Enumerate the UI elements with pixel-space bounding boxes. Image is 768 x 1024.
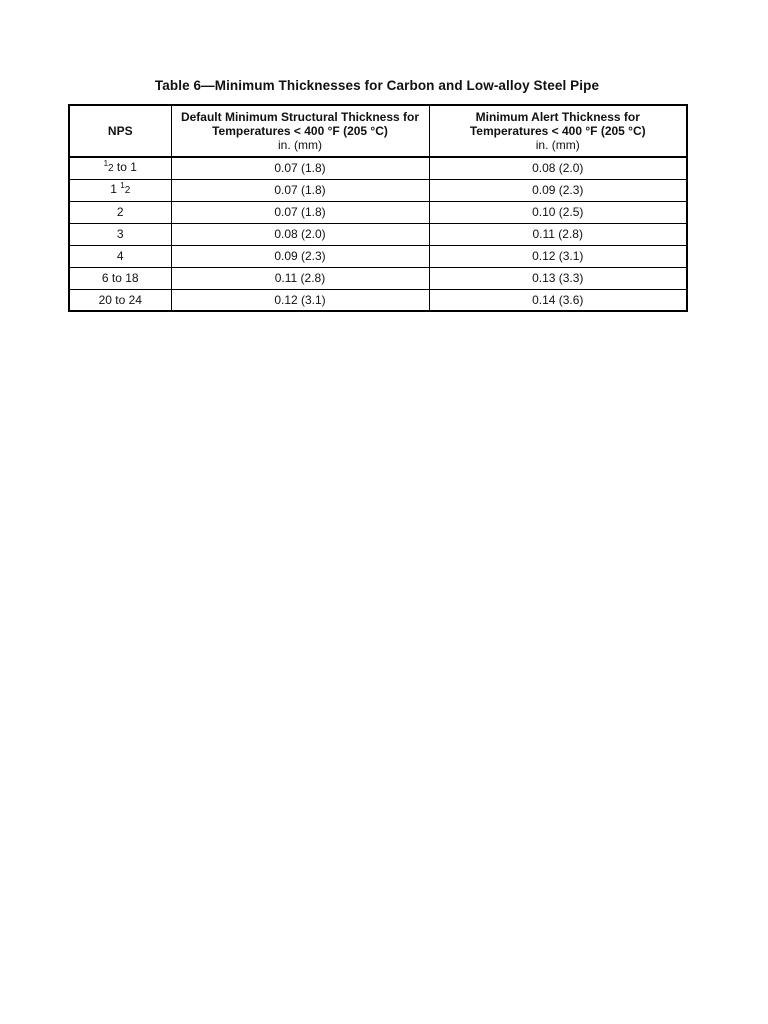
header-nps — [69, 105, 171, 157]
header-structural-thickness — [171, 105, 429, 157]
header-alert-thickness — [429, 105, 687, 157]
fraction-numerator: 1 — [103, 159, 109, 169]
alert-thickness-cell: 0.11 (2.8) — [429, 223, 687, 245]
fraction-numerator: 1 — [120, 181, 125, 190]
header-alert-line1: Minimum Alert Thickness for — [475, 110, 640, 124]
alert-thickness-cell: 0.08 (2.0) — [429, 157, 687, 179]
structural-thickness-cell: 0.08 (2.0) — [171, 223, 429, 245]
nps-cell: 2 — [69, 201, 171, 223]
structural-thickness-cell: 0.11 (2.8) — [171, 267, 429, 289]
header-alert-unit: in. (mm) — [535, 138, 580, 152]
table-row — [69, 289, 687, 311]
nps-cell: 3 — [69, 223, 171, 245]
structural-thickness-cell: 0.07 (1.8) — [171, 179, 429, 201]
structural-thickness-cell: 0.07 (1.8) — [171, 201, 429, 223]
header-alert-line2: Temperatures < 400 °F (205 °C) — [469, 124, 646, 138]
table-row — [69, 267, 687, 289]
fraction-denominator: 2 — [124, 185, 131, 196]
structural-thickness-cell: 0.07 (1.8) — [171, 157, 429, 179]
header-structural-line1: Default Minimum Structural Thickness for — [180, 110, 420, 124]
table-row — [69, 157, 687, 179]
alert-thickness-cell: 0.10 (2.5) — [429, 201, 687, 223]
nps-cell: 20 to 24 — [69, 289, 171, 311]
alert-thickness-cell: 0.14 (3.6) — [429, 289, 687, 311]
nps-whole-part: 1 — [110, 182, 121, 196]
thickness-table — [68, 104, 688, 312]
nps-cell: 6 to 18 — [69, 267, 171, 289]
table-row — [69, 223, 687, 245]
nps-range-suffix: to 1 — [113, 160, 137, 175]
nps-cell — [69, 157, 171, 179]
table-row — [69, 245, 687, 267]
alert-thickness-cell: 0.09 (2.3) — [429, 179, 687, 201]
header-structural-unit: in. (mm) — [278, 138, 322, 152]
nps-cell — [69, 179, 171, 201]
alert-thickness-cell: 0.12 (3.1) — [429, 245, 687, 267]
table-header-row — [69, 105, 687, 157]
table-row — [69, 201, 687, 223]
structural-thickness-cell: 0.12 (3.1) — [171, 289, 429, 311]
table-row — [69, 179, 687, 201]
structural-thickness-cell: 0.09 (2.3) — [171, 245, 429, 267]
fraction-denominator: 2 — [108, 163, 114, 175]
nps-cell: 4 — [69, 245, 171, 267]
alert-thickness-cell: 0.13 (3.3) — [429, 267, 687, 289]
table-caption: Table 6—Minimum Thicknesses for Carbon and Low-alloy Steel Pipe — [154, 78, 600, 93]
header-structural-line2: Temperatures < 400 °F (205 °C) — [212, 124, 388, 138]
header-nps-label: NPS — [107, 124, 133, 138]
